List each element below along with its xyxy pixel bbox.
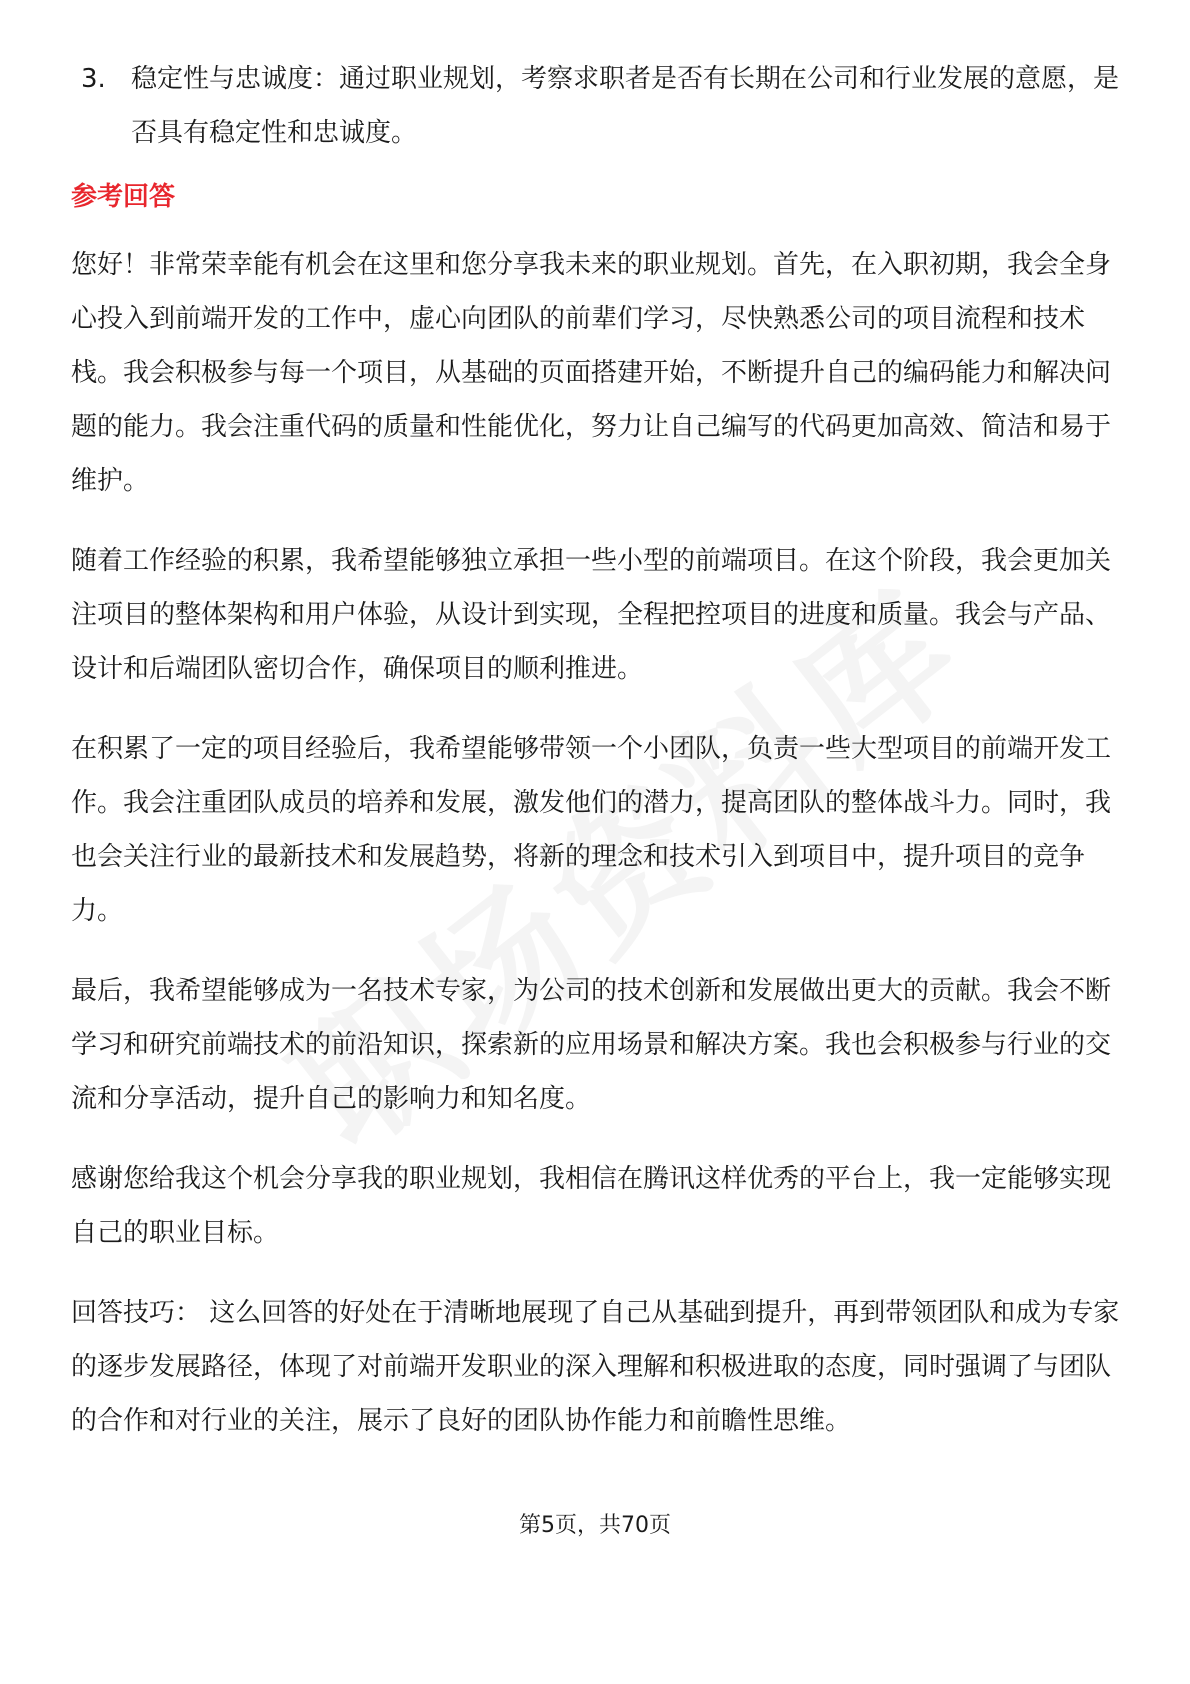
paragraph-growth: 随着工作经验的积累，我希望能够独立承担一些小型的前端项目。在这个阶段，我会更加关注项目的整体架构和用户体验，从设计到实现，全程把控项目的进度和质量。我会与产品、设计和后端团队密切合作，确保项目的顺利推进。 bbox=[71, 546, 1112, 684]
paragraph-intro: 您好！非常荣幸能有机会在这里和您分享我未来的职业规划。首先，在入职初期，我会全身心投入到前端开发的工作中，虚心向团队的前辈们学习，尽快熟悉公司的项目流程和技术栈。我会积极参与每一个项目，从基础的页面搭建开始，不断提升自己的编码能力和解决问题的能力。我会注重代码的质量和性能优化，努力让自己编写的代码更加高效、简洁和易于维护。 bbox=[71, 250, 1112, 496]
page-number: 第5页，共70页 bbox=[519, 1513, 671, 1538]
list-text: 稳定性与忠诚度：通过职业规划，考察求职者是否有长期在公司和行业发展的意愿，是否具有稳定性和忠诚度。 bbox=[131, 64, 1120, 148]
paragraph-thanks: 感谢您给我这个机会分享我的职业规划，我相信在腾讯这样优秀的平台上，我一定能够实现自己的职业目标。 bbox=[71, 1164, 1112, 1248]
list-item bbox=[71, 52, 1121, 160]
paragraph-leadership: 在积累了一定的项目经验后，我希望能够带领一个小团队，负责一些大型项目的前端开发工作。我会注重团队成员的培养和发展，激发他们的潜力，提高团队的整体战斗力。同时，我也会关注行业的最新技术和发展趋势，将新的理念和技术引入到项目中，提升项目的竞争力。 bbox=[71, 734, 1112, 926]
paragraph-tips: 回答技巧： 这么回答的好处在于清晰地展现了自己从基础到提升，再到带领团队和成为专家的逐步发展路径，体现了对前端开发职业的深入理解和积极进取的态度，同时强调了与团队的合作和对行业的关注，展示了良好的团队协作能力和前瞻性思维。 bbox=[71, 1298, 1120, 1436]
section-title: 参考回答 bbox=[71, 182, 176, 212]
paragraph-expert: 最后，我希望能够成为一名技术专家，为公司的技术创新和发展做出更大的贡献。我会不断学习和研究前端技术的前沿知识，探索新的应用场景和解决方案。我也会积极参与行业的交流和分享活动，提升自己的影响力和知名度。 bbox=[71, 976, 1112, 1114]
list-number: 3. bbox=[81, 64, 106, 94]
document-body bbox=[71, 52, 1121, 1474]
